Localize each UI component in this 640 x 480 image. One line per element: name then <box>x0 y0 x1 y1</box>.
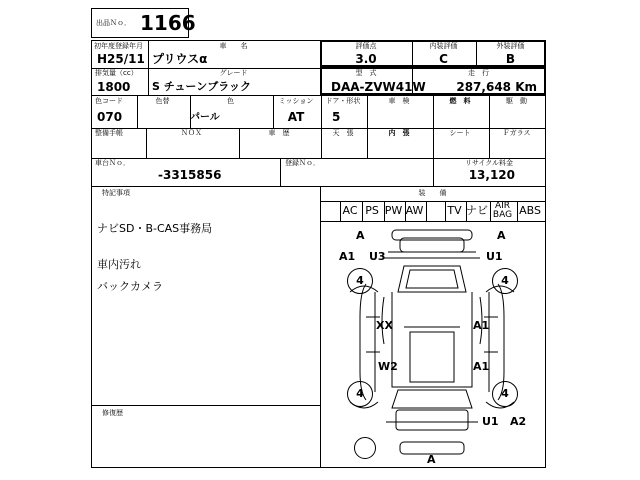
damage-mark: 4 <box>347 268 373 294</box>
car-name-label: 車 名 <box>219 42 248 50</box>
damage-mark: A1 <box>339 250 356 263</box>
damage-mark: 4 <box>492 268 518 294</box>
color-code-value: 070 <box>97 110 123 124</box>
recycle-fee-value: 13,120 <box>468 168 515 182</box>
equipment-tv: TV <box>447 204 462 217</box>
model-code-value: DAA-ZVW41W <box>331 80 426 94</box>
score-value: 3.0 <box>355 52 377 66</box>
car-name-value: プリウスα <box>152 52 208 66</box>
color-value: パール <box>190 112 220 123</box>
damage-mark: U1 <box>486 250 503 263</box>
note-line: バックカメラ <box>97 280 163 293</box>
grade-label: グレード <box>219 69 248 77</box>
score-label: 評価点 <box>355 42 377 50</box>
damage-mark: W2 <box>378 360 398 373</box>
registration-no-label: 登録Ｎｏ． <box>285 159 320 167</box>
damage-mark: A <box>427 453 436 466</box>
headliner-label: 天 張 <box>332 129 354 137</box>
equipment-pw: PW <box>384 204 403 217</box>
model-code-label: 型 式 <box>355 69 377 77</box>
lot-number-label: 出品Ｎｏ． <box>96 19 131 27</box>
displacement-label: 排気量（cc） <box>95 69 138 77</box>
interior-grade-label: 内装評価 <box>429 42 458 50</box>
windshield-label: Ｆガラス <box>502 129 531 137</box>
repair-history-label: 修復歴 <box>102 409 123 417</box>
equipment-abs: ABS <box>519 204 541 217</box>
equipment-ps: PS <box>365 204 379 217</box>
transmission-value: AT <box>287 110 305 124</box>
damage-mark: A2 <box>510 415 527 428</box>
recycle-fee-label: リサイクル料金 <box>464 159 514 167</box>
damage-mark: A <box>356 229 365 242</box>
displacement-value: 1800 <box>97 80 131 94</box>
damage-mark: 4 <box>347 381 373 407</box>
damage-mark: A <box>497 229 506 242</box>
transmission-label: ミッション <box>278 97 314 105</box>
equipment-airbag: AIR BAG <box>492 201 513 220</box>
damage-mark: A1 <box>473 319 490 332</box>
seat-label: シート <box>449 129 471 137</box>
interior-trim-label: 内 張 <box>388 129 410 137</box>
doors-value: 5 <box>332 110 341 124</box>
equipment-ac: AC <box>342 204 358 217</box>
damage-mark: A1 <box>473 360 490 373</box>
exterior-grade-value: B <box>505 52 516 66</box>
grade-value: S チューンブラック <box>152 80 251 93</box>
equipment-navi: ナビ <box>466 204 488 217</box>
first-registration-value: H25/11 <box>97 52 145 66</box>
exterior-grade-label: 外装評価 <box>496 42 525 50</box>
mileage-value: 287,648 Km <box>456 80 537 94</box>
note-line: 車内汚れ <box>97 258 141 271</box>
fuel-label: 燃 料 <box>449 97 471 105</box>
interior-grade-value: C <box>439 52 448 66</box>
note-line: ナビSD・B-CAS事務局 <box>97 222 213 235</box>
color-code-label: 色コード <box>95 97 123 105</box>
chassis-no-value: -3315856 <box>158 168 222 182</box>
inspection-label: 車 検 <box>388 97 410 105</box>
drive-label: 駆 動 <box>506 97 527 105</box>
equipment-aw: AW <box>405 204 424 217</box>
lot-number: 1166 <box>140 11 196 35</box>
color-label: 色 <box>227 97 234 105</box>
first-registration-label: 初年度登録年月 <box>94 42 143 50</box>
color-change-label: 色替 <box>155 97 170 105</box>
car-history-label: 車 歴 <box>268 129 290 137</box>
chassis-no-label: 車台Ｎｏ． <box>95 159 130 167</box>
mileage-label: 走 行 <box>468 69 489 77</box>
damage-mark: U3 <box>369 250 386 263</box>
spare-tire-circle <box>354 437 376 459</box>
maintenance-record-label: 整備手帳 <box>95 129 123 137</box>
notes-label: 特記事項 <box>102 189 130 197</box>
nox-label: ＮＯＸ <box>181 129 202 137</box>
lot-number-box <box>91 8 196 38</box>
damage-mark: XX <box>376 319 393 332</box>
damage-mark: 4 <box>492 381 518 407</box>
door-shape-label: ドア・形状 <box>325 97 361 105</box>
damage-mark: U1 <box>482 415 499 428</box>
equipment-label: 装 備 <box>418 189 447 197</box>
